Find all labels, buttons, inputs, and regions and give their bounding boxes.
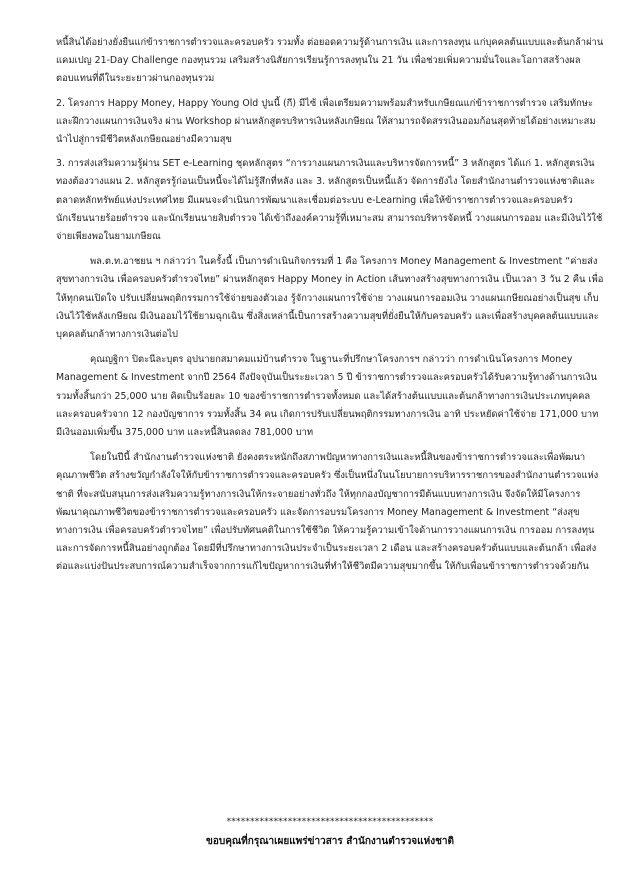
paragraph-activity-one: พล.ต.ท.อาชยน ฯ กล่าวว่า ในครั้งนี้ เป็นการดำเนินกิจกรรมที่ 1 คือ โครงการ Money Management & Investment “ค่ายส่งสุขทางการเงิน เพื่อครอบครัวตำรวจไทย” ผ่านหลักสูตร Happy Money in Action เส้นทางสร้างสุขทางการเงิน เป็นเวลา 3 วัน 2 คืน เพื่อให้ทุกคนเปิดใจ ปรับเปลี่ยนพฤติกรรมการใช้จ่ายของตัวเอง รู้จักวางแผนการใช้จ่าย วางแผนการออมเงิน วางแผนเกษียณอย่างเป็นสุข เก็บเงินไว้ใช้หลังเกษียณ มีเงินออมไว้ใช้ยามฉุกเฉิน ซึ่งสิ่งเหล่านี้เป็นการสร้างความสุขที่ยั่งยืนให้กับครอบครัว และเพื่อสร้างบุคคลต้นแบบและบุคคลต้นกล้าทางการเงินต่อไป xyxy=(56,256,604,341)
paragraph-gap xyxy=(56,246,604,253)
paragraph-project-results: คุณญฐิกา ปิตะนีละบุตร อุปนายกสมาคมแม่บ้านตำรวจ ในฐานะที่ปรึกษาโครงการฯ กล่าวว่า การดำเนินโครงการ Money Management & Investment จากปี 2564 ถึงปัจจุบันเป็นระยะเวลา 5 ปี ข้าราชการตำรวจและครอบครัวได้รับความรู้ทางด้านการเงินรวมทั้งสิ้นกว่า 25,000 นาย คิดเป็นร้อยละ 10 ของข้าราชการตำรวจทั้งหมด และได้สร้างต้นแบบและต้นกล้าทางการเงินประเภทบุคคลและครอบครัวจาก 12 กองบัญชาการ รวมทั้งสิ้น 34 คน เกิดการปรับเปลี่ยนพฤติกรรมทางการเงิน อาทิ ประหยัดค่าใช้จ่าย 171,000 บาท มีเงินออมเพิ่มขึ้น 375,000 บาท และหนี้สินลดลง 781,000 บาท xyxy=(56,354,599,439)
paragraph-debt-sustainability: หนี้สินได้อย่างยั่งยืนแก่ข้าราชการตำรวจและครอบครัว รวมทั้ง ต่อยอดความรู้ด้านการเงิน และการลงทุน แก่บุคคลต้นแบบและต้นกล้าผ่านแคมเปญ 21-Day Challenge กองทุนรวม เสริมสร้างนิสัยการเรียนรู้การลงทุนใน 21 วัน เพื่อช่วยเพิ่มความมั่นใจและโอกาสสร้างผลตอบแทนที่ดีในระยะยาวผ่านกองทุนรวม xyxy=(56,37,604,85)
paragraph-happy-money-project: 2. โครงการ Happy Money, Happy Young Old ปูนนี้ (กี) มีไซ้ เพื่อเตรียมความพร้อมสำหรับเกษียณแก่ข้าราชการตำรวจ เสริมทักษะและฝึกวางแผนการเงินจริง ผ่าน Workshop ผ่านหลักสูตรบริหารเงินหลังเกษียณ ให้สามารถจัดสรรเงินออมก้อนสุดท้ายได้อย่างเหมาะสม นำไปสู่การมีชีวิตหลังเกษียณอย่างมีความสุข xyxy=(56,97,596,146)
document-page xyxy=(56,34,604,854)
paragraph-set-elearning: 3. การส่งเสริมความรู้ผ่าน SET e-Learning ชุดหลักสูตร “การวางแผนการเงินและบริหารจัดการหนี้” 3 หลักสูตร ได้แก่ 1. หลักสูตรเงินทองต้องวางแผน 2. หลักสูตรรู้ก่อนเป็นหนี้จะได้ไม่รู้สึกที่หลัง และ 3. หลักสูตรเป็นหนี้แล้ว จัดการยังไง โดยสำนักงานตำรวจแห่งชาติและตลาดหลักทรัพย์แห่งประเทศไทย มีแผนจะดำเนินการพัฒนาและเชื่อมต่อระบบ e-Learning เพื่อให้ข้าราชการตำรวจและครอบครัว นักเรียนนายร้อยตำรวจ และนักเรียนนายสิบตำรวจ ได้เข้าถึงองค์ความรู้ที่เหมาะสม สามารถบริหารจัดหนี้ วางแผนการออม และมีเงินไว้ใช้จ่ายเพียงพอในยามเกษียณ xyxy=(56,158,603,243)
closing-thanks: ขอบคุณที่กรุณาเผยแพร่ข่าวสาร สำนักงานตำรวจแห่งชาติ xyxy=(206,836,454,847)
separator-line: ******************************************** xyxy=(226,817,434,827)
paragraph-policy-this-year: โดยในปีนี้ สำนักงานตำรวจแห่งชาติ ยังคงตระหนักถึงสภาพปัญหาทางการเงินและหนี้สินของข้าราชการตำรวจและเพื่อพัฒนาคุณภาพชีวิต สร้างขวัญกำลังใจให้กับข้าราชการตำรวจและครอบครัว ซึ่งเป็นหนึ่งในนโยบายการบริหารราชการของสำนักงานตำรวจแห่งชาติ ที่จะสนับสนุนการส่งเสริมความรู้ทางการเงินให้กระจายอย่างทั่วถึง ให้ทุกกองบัญชาการมีต้นแบบทางการเงิน จึงจัดให้มีโครงการพัฒนาคุณภาพชีวิตของข้าราชการตำรวจและครอบครัว และจัดการอบรมโครงการ Money Management & Investment “ส่งสุขทางการเงิน เพื่อครอบครัวตำรวจไทย” เพื่อปรับทัศนคติในการใช้ชีวิต ให้ความรู้ความเข้าใจด้านการวางแผนการเงิน การออม การลงทุน และการจัดการหนี้สินอย่างถูกต้อง โดยมีที่ปรึกษาทางการเงินประจำเป็นระยะเวลา 2 เดือน และสร้างครอบครัวต้นแบบและต้นกล้า เพื่อส่งต่อและแบ่งปันประสบการณ์ความสำเร็จจากการแก้ไขปัญหาการเงินที่ทำให้ชีวิตมีความสุขมากขึ้น ให้กับเพื่อนข้าราชการตำรวจด้วยกัน xyxy=(56,452,599,573)
paragraph-gap xyxy=(56,442,604,449)
paragraph-gap xyxy=(56,344,604,351)
